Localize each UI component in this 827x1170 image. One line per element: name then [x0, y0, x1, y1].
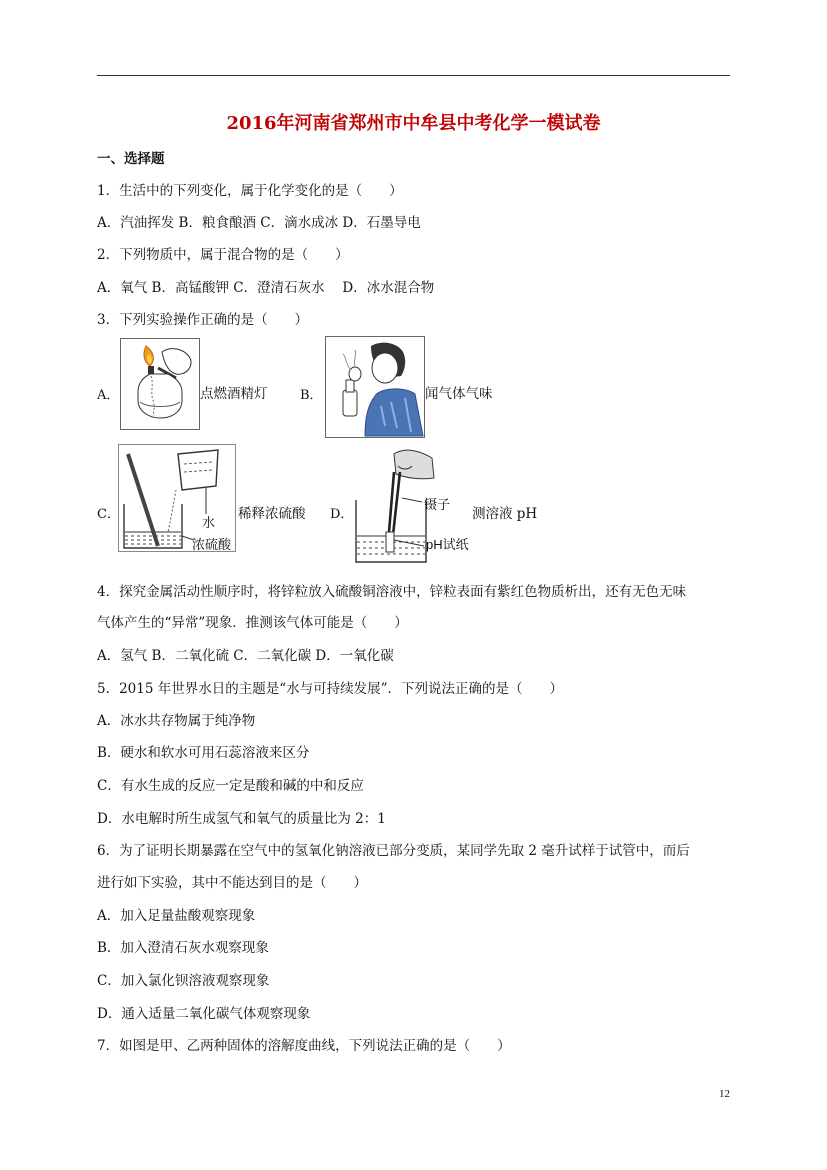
question-6-option-b: B．加入澄清石灰水观察现象: [97, 940, 269, 956]
tweezers-label: 镊子: [424, 498, 451, 513]
page-number: 12: [719, 1088, 730, 1100]
question-6-line-2: 进行如下实验，其中不能达到目的是（ ）: [97, 875, 367, 891]
question-6-option-d: D．通入适量二氧化碳气体观察现象: [97, 1006, 311, 1022]
ph-paper-label: pH试纸: [426, 537, 469, 552]
header-rule: [97, 75, 730, 76]
water-label: 水: [202, 516, 216, 531]
question-3: 3．下列实验操作正确的是（ ）: [97, 312, 309, 328]
section-heading: 一、选择题: [97, 151, 165, 167]
question-4-options: A．氢气 B．二氧化硫 C．二氧化碳 D．一氧化碳: [97, 648, 394, 664]
question-1-options: A．汽油挥发 B．粮食酿酒 C．滴水成冰 D．石墨导电: [97, 215, 421, 231]
option-c-caption: 稀释浓硫酸: [238, 506, 306, 522]
question-5-option-d: D．水电解时所生成氢气和氧气的质量比为 2：1: [97, 811, 386, 827]
option-d-label: D．: [330, 507, 354, 522]
question-6-option-a: A．加入足量盐酸观察现象: [97, 908, 256, 924]
question-2: 2．下列物质中，属于混合物的是（ ）: [97, 247, 349, 263]
option-a-caption: 点燃酒精灯: [200, 386, 268, 402]
question-1: 1．生活中的下列变化，属于化学变化的是（ ）: [97, 183, 403, 199]
question-5: 5．2015 年世界水日的主题是“水与可持续发展”．下列说法正确的是（ ）: [97, 681, 564, 697]
question-6-option-c: C．加入氯化钡溶液观察现象: [97, 973, 270, 989]
question-6-line-1: 6．为了证明长期暴露在空气中的氢氧化钠溶液已部分变质，某同学先取 2 毫升试样于试管中，而后: [97, 843, 690, 859]
question-5-option-a: A．冰水共存物属于纯净物: [97, 713, 256, 729]
question-5-option-b: B．硬水和软水可用石蕊溶液来区分: [97, 745, 310, 761]
question-5-option-c: C．有水生成的反应一定是酸和碱的中和反应: [97, 778, 364, 794]
option-a-label: A．: [97, 388, 120, 403]
question-7: 7．如图是甲、乙两种固体的溶解度曲线，下列说法正确的是（ ）: [97, 1038, 511, 1054]
question-4-line-1: 4．探究金属活动性顺序时，将锌粒放入硫酸铜溶液中，锌粒表面有紫红色物质析出，还有无色无味: [97, 584, 687, 600]
question-4-line-2: 气体产生的“异常”现象．推测该气体可能是（ ）: [97, 615, 408, 631]
conc-acid-label: 浓硫酸: [192, 538, 232, 553]
page-title: 2016年河南省郑州市中牟县中考化学一模试卷: [226, 113, 601, 134]
smell-gas-figure: [325, 336, 425, 438]
option-b-label: B．: [300, 388, 323, 403]
question-2-options: A．氧气 B．高锰酸钾 C．澄清石灰水 D．冰水混合物: [97, 280, 435, 296]
option-d-caption: 测溶液 pH: [472, 506, 538, 522]
alcohol-lamp-figure: [120, 338, 200, 430]
option-c-label: C．: [97, 507, 120, 522]
option-b-caption: 闻气体气味: [425, 386, 493, 402]
